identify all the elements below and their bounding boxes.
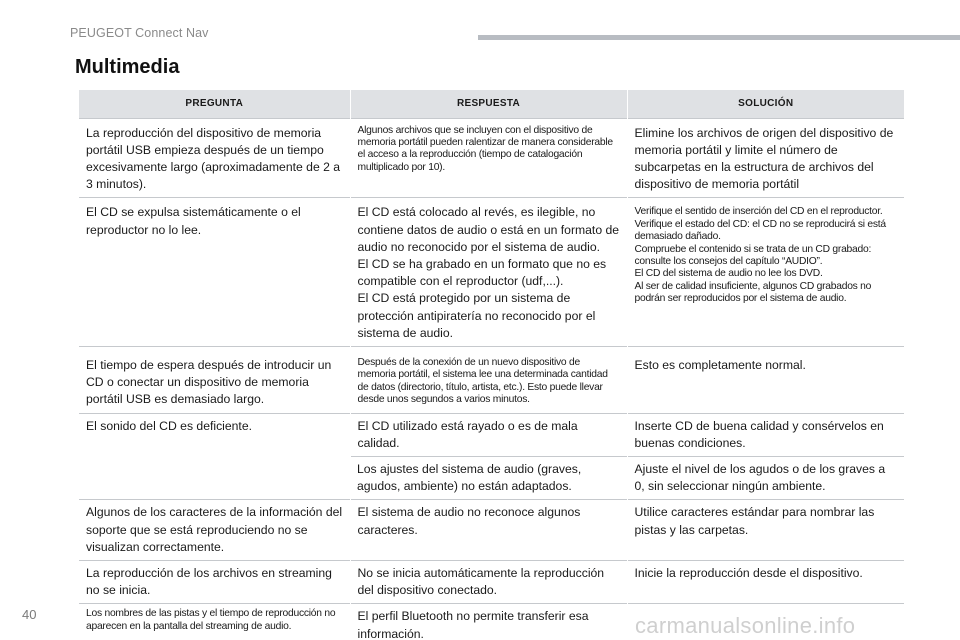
- troubleshooting-table: [79, 90, 904, 640]
- manual-header-title: PEUGEOT Connect Nav: [70, 26, 209, 40]
- solution-cell: Inicie la reproducción desde el dispositivo.: [627, 560, 904, 603]
- question-cell: Algunos de los caracteres de la información del soporte que se está reproduciendo no se visualizan correctamente.: [86, 505, 343, 554]
- question-cell: La reproducción del dispositivo de memoria portátil USB empieza después de un tiempo excesivamente largo (aproximadamente de 2 a 3 minutos).: [86, 125, 341, 192]
- answer-line: El CD está colocado al revés, es ilegible, no contiene datos de audio o está en un formato de audio no reconocido por el sistema de audio.: [357, 205, 620, 254]
- question-cell: El sonido del CD es deficiente.: [86, 418, 252, 433]
- answer-line: El CD está protegido por un sistema de protección antipiratería no reconocido por el sistema de audio.: [357, 291, 596, 340]
- solution-line: Verifique el sentido de inserción del CD en el reproductor.: [634, 206, 883, 218]
- solution-cell: Esto es completamente normal.: [627, 346, 904, 413]
- answer-cell: El sistema de audio no reconoce algunos caracteres.: [350, 500, 627, 561]
- solution-line: Compruebe el contenido si se trata de un CD grabado: consulte los consejos del capítulo “AUDIO”.: [634, 243, 872, 267]
- question-cell: Los nombres de las pistas y el tiempo de reproducción no aparecen en la pantalla del streaming de audio.: [86, 608, 336, 632]
- solution-cell: Utilice caracteres estándar para nombrar las pistas y las carpetas.: [627, 500, 904, 561]
- table-row: [79, 500, 904, 561]
- answer-cell: Algunos archivos que se incluyen con el dispositivo de memoria portátil pueden ralentizar de manera considerable el acceso a la reproducción (tiempo de catalogación multiplicado por 10).: [350, 118, 627, 198]
- header-bar: [478, 35, 960, 40]
- solution-cell: Ajuste el nivel de los agudos o de los graves a 0, sin seleccionar ningún ambiente.: [627, 456, 904, 499]
- table-header-row: [79, 90, 904, 118]
- question-cell: El tiempo de espera después de introducir un CD o conectar un dispositivo de memoria portátil USB es demasiado largo.: [86, 357, 332, 407]
- column-header-respuesta: RESPUESTA: [350, 90, 627, 118]
- solution-line: El CD del sistema de audio no lee los DVD.: [634, 268, 823, 280]
- answer-cell: Después de la conexión de un nuevo dispositivo de memoria portátil, el sistema lee una determinada cantidad de datos (directorio, título, artista, etc.). Esto puede llevar desde unos segundos a varios minutos.: [350, 346, 627, 413]
- table-row: [79, 560, 904, 603]
- table-row: [79, 118, 904, 198]
- table-row: [79, 413, 904, 456]
- watermark: carmanualsonline.info: [635, 613, 856, 638]
- table-row: [79, 198, 904, 347]
- solution-line: Verifique el estado del CD: el CD no se reproducirá si está demasiado dañado.: [634, 218, 886, 243]
- question-cell: El CD se expulsa sistemáticamente o el reproductor no lo lee.: [86, 205, 301, 237]
- answer-cell: Los ajustes del sistema de audio (graves, agudos, ambiente) no están adaptados.: [350, 456, 627, 499]
- answer-cell: El perfil Bluetooth no permite transferir esa información.: [350, 604, 627, 640]
- solution-cell: Inserte CD de buena calidad y consérvelos en buenas condiciones.: [627, 413, 904, 456]
- solution-cell: Elimine los archivos de origen del dispositivo de memoria portátil y limite el número de subcarpetas en la estructura de archivos del dispositivo de memoria portátil: [627, 118, 904, 198]
- solution-cell: [627, 198, 904, 347]
- answer-cell: No se inicia automáticamente la reproducción del dispositivo conectado.: [350, 560, 627, 603]
- solution-line: Al ser de calidad insuficiente, algunos CD grabados no podrán ser reproducidos por el sistema de audio.: [634, 280, 872, 305]
- answer-cell: El CD utilizado está rayado o es de mala calidad.: [350, 413, 627, 456]
- question-cell: La reproducción de los archivos en streaming no se inicia.: [86, 565, 332, 598]
- page-number: 40: [22, 607, 37, 622]
- column-header-solucion: SOLUCIÓN: [627, 90, 904, 118]
- table-row: [79, 346, 904, 413]
- page-title: Multimedia: [75, 56, 180, 78]
- answer-cell: [350, 198, 627, 347]
- column-header-pregunta: PREGUNTA: [79, 90, 350, 118]
- answer-line: El CD se ha grabado en un formato que no es compatible con el reproductor (udf,...).: [357, 256, 607, 289]
